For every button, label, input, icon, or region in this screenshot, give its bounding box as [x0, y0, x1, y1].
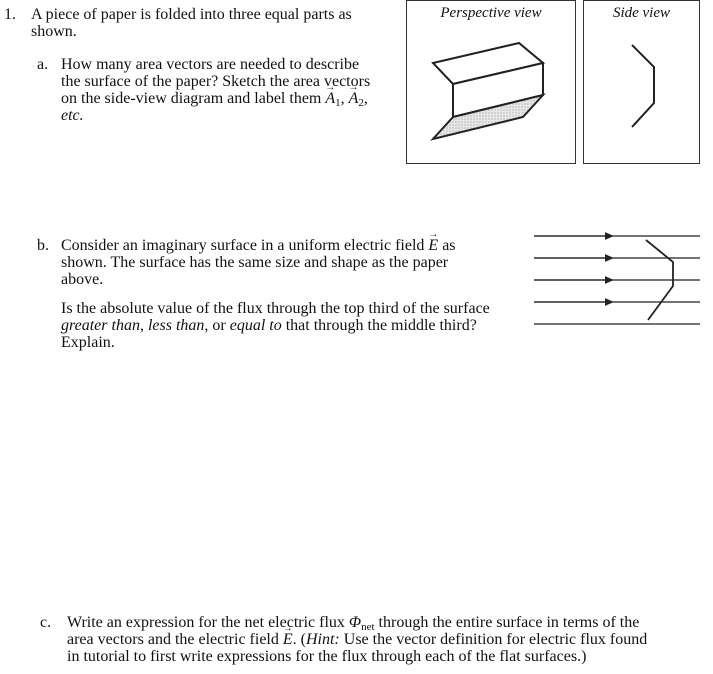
vector-e-c	[283, 631, 293, 648]
part-c-label: c.	[40, 614, 52, 631]
separator-comma-2: ,	[363, 90, 368, 107]
option-less: less than	[147, 317, 205, 334]
vector-a1-subscript: 1	[335, 97, 341, 109]
paper-side-profile	[632, 45, 654, 127]
option-equal: equal to	[229, 317, 282, 334]
folded-paper-perspective-diagram	[407, 1, 577, 165]
perspective-view-box	[406, 0, 576, 164]
vector-a2-symbol: A	[348, 90, 359, 107]
question-intro	[31, 6, 401, 40]
part-b-question-line-1: Is the absolute value of the flux through the top third of the surface	[61, 300, 490, 317]
part-a-label: a.	[37, 56, 49, 73]
folded-paper-side-diagram	[584, 1, 701, 165]
vector-a1-symbol: A	[325, 90, 336, 107]
part-c-line-3: in tutorial to first write expressions for the flux through each of the flat surfaces.)	[67, 648, 587, 665]
side-view-box	[583, 0, 700, 164]
part-a-line-1: How many area vectors are needed to describe	[61, 56, 360, 73]
part-c-text	[67, 614, 707, 665]
part-b-line-1-text: Consider an imaginary surface in a uniform electric field	[61, 237, 429, 254]
part-a-line-4: etc.	[61, 107, 84, 124]
phi-net-symbol: Φ	[348, 614, 362, 631]
part-a-text	[61, 56, 401, 124]
vector-e-c-symbol: E	[282, 631, 293, 648]
vector-a2	[349, 90, 359, 107]
vector-a1	[325, 90, 335, 107]
part-c-line-2-end: Use the vector definition for electric flux found	[339, 631, 648, 648]
question-number: 1.	[4, 6, 16, 23]
part-b-line-1-end: as	[438, 237, 456, 254]
vector-a2-subscript: 2	[358, 97, 364, 109]
option-greater: greater than	[61, 317, 140, 334]
part-b-line-1	[61, 237, 531, 254]
part-c-line-1	[67, 614, 707, 631]
vector-e-symbol: E	[428, 237, 439, 254]
part-b-question-line-3: Explain.	[61, 334, 115, 351]
part-c-line-1-text: Write an expression for the net electric flux	[67, 614, 349, 631]
part-a-line-2: the surface of the paper? Sketch the area vectors	[61, 73, 371, 90]
part-c-line-2-paren: . (	[292, 631, 306, 648]
part-b-text	[61, 237, 531, 351]
part-c-line-2-text: area vectors and the electric field	[67, 631, 283, 648]
electric-field-diagram	[528, 222, 708, 334]
question-intro-line-1: A piece of paper is folded into three equal parts as	[31, 6, 352, 23]
perspective-view-title: Perspective view	[440, 5, 542, 21]
part-b-question-line-2	[61, 317, 531, 334]
part-b-question-line-2-end: that through the middle third?	[281, 317, 477, 334]
hint-label: Hint:	[305, 631, 340, 648]
option-separator-2: , or	[204, 317, 230, 334]
vector-e	[428, 237, 438, 254]
part-a-line-3	[61, 90, 401, 107]
phi-net-subscript: net	[361, 621, 375, 633]
part-b-line-2: shown. The surface has the same size and shape as the paper	[61, 254, 449, 271]
part-c-line-1-end: through the entire surface in terms of the	[374, 614, 640, 631]
part-a-line-3-text: on the side-view diagram and label them	[61, 90, 326, 107]
separator-comma: ,	[340, 90, 345, 107]
part-b-line-3: above.	[61, 271, 104, 288]
question-intro-line-2: shown.	[31, 23, 77, 40]
option-separator-1: ,	[139, 317, 148, 334]
part-c-line-2	[67, 631, 707, 648]
part-b-label: b.	[37, 237, 49, 254]
side-view-title: Side view	[612, 5, 671, 21]
